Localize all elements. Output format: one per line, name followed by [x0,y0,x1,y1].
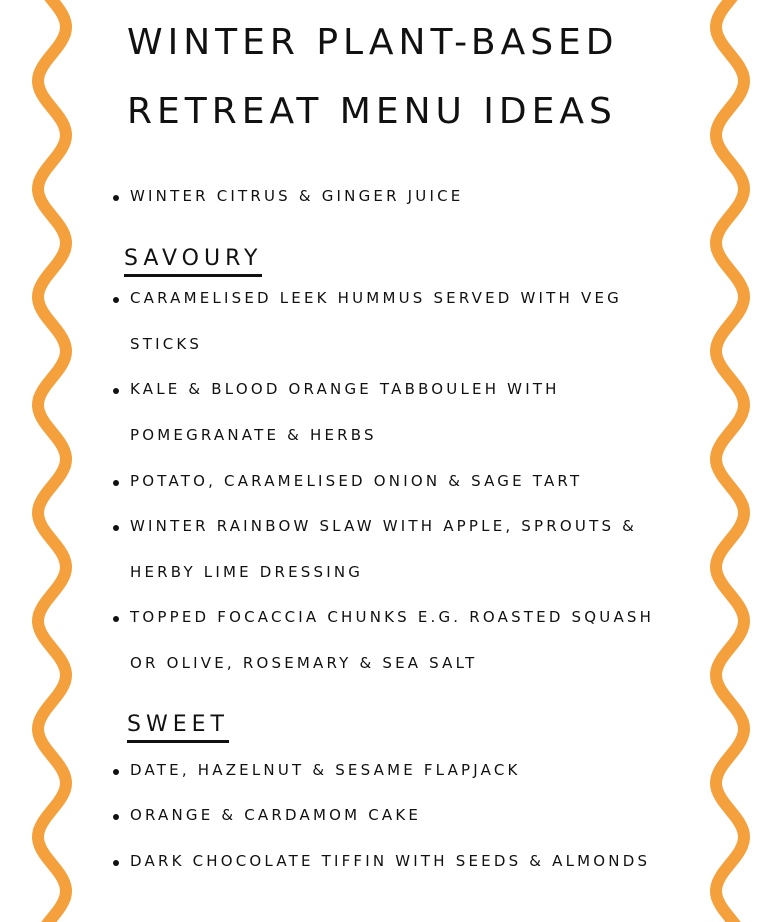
section-heading-sweet: SWEET [127,714,229,743]
page-title-line-1: WINTER PLANT-BASED [127,22,619,63]
bullet-icon [113,616,119,622]
left-wavy-border [22,0,82,922]
section-heading-savoury: SAVOURY [124,248,262,277]
bullet-icon [113,860,119,866]
bullet-icon [113,195,119,201]
bullet-icon [113,388,119,394]
right-wavy-border [700,0,760,922]
page-title-line-2: RETREAT MENU IDEAS [127,91,617,132]
bullet-icon [113,525,119,531]
bullet-icon [113,769,119,775]
bullet-icon [113,297,119,303]
bullet-icon [113,814,119,820]
bullet-icon [113,480,119,486]
